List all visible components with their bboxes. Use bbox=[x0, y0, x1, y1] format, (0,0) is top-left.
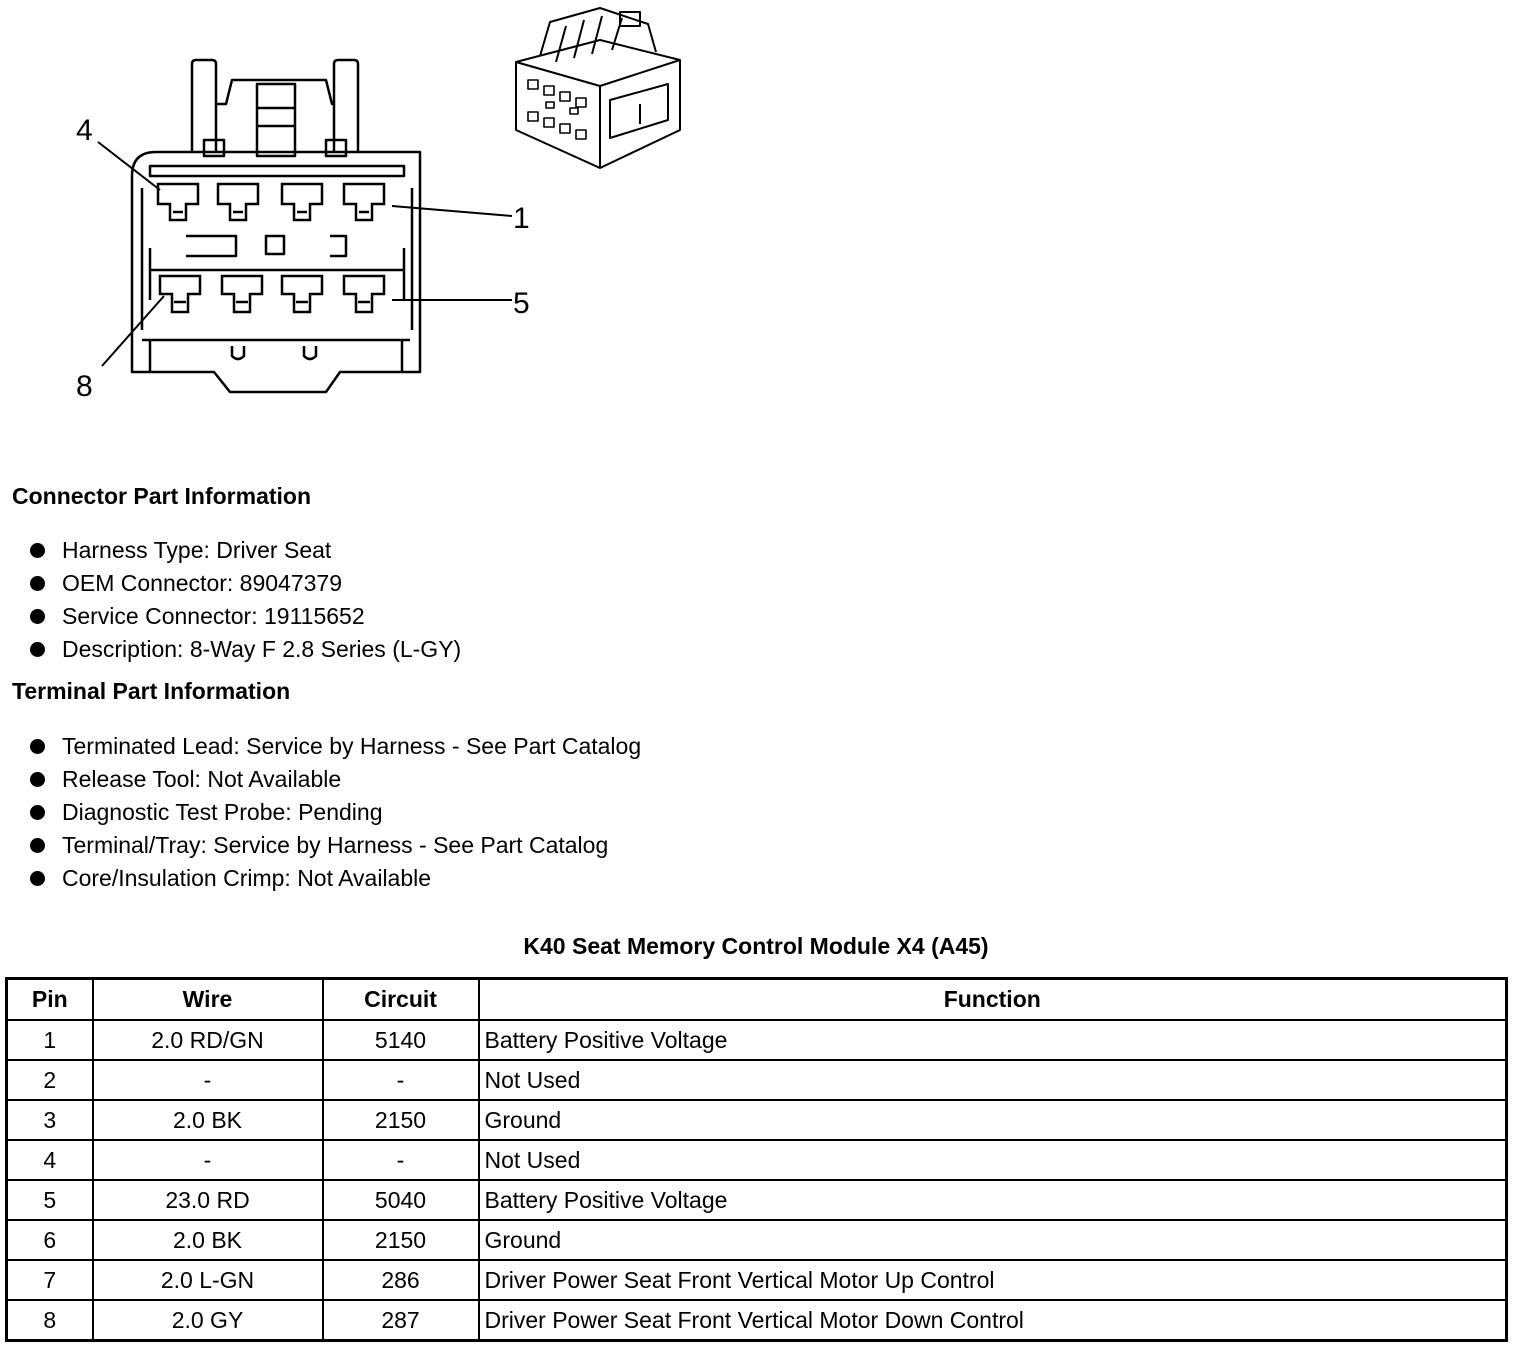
cell-pin: 5 bbox=[7, 1180, 93, 1220]
list-item bbox=[30, 796, 641, 829]
list-item bbox=[30, 600, 461, 633]
cell-pin: 4 bbox=[7, 1140, 93, 1180]
table-row bbox=[7, 1180, 1507, 1220]
header-circuit: Circuit bbox=[323, 979, 479, 1021]
table-row bbox=[7, 1020, 1507, 1060]
connector-info-title: Connector Part Information bbox=[12, 483, 312, 509]
list-item bbox=[30, 829, 641, 862]
terminal-info-list bbox=[30, 730, 641, 895]
list-item-text: Diagnostic Test Probe: Pending bbox=[62, 799, 383, 825]
list-item bbox=[30, 534, 461, 567]
pin-label-1: 1 bbox=[513, 202, 530, 235]
cell-wire: - bbox=[93, 1140, 323, 1180]
cell-pin: 8 bbox=[7, 1300, 93, 1341]
bullet-icon bbox=[30, 642, 45, 657]
table-row bbox=[7, 1100, 1507, 1140]
list-item bbox=[30, 730, 641, 763]
cell-function: Not Used bbox=[479, 1060, 1507, 1100]
connector-info-list bbox=[30, 534, 461, 666]
cell-pin: 1 bbox=[7, 1020, 93, 1060]
cell-circuit: 2150 bbox=[323, 1220, 479, 1260]
cell-pin: 2 bbox=[7, 1060, 93, 1100]
list-item-text: Harness Type: Driver Seat bbox=[62, 537, 332, 563]
cell-circuit: 2150 bbox=[323, 1100, 479, 1140]
cell-circuit: 5140 bbox=[323, 1020, 479, 1060]
table-row bbox=[7, 1060, 1507, 1100]
header-wire: Wire bbox=[93, 979, 323, 1021]
cell-circuit: 286 bbox=[323, 1260, 479, 1300]
bullet-icon bbox=[30, 543, 45, 558]
cell-function: Battery Positive Voltage bbox=[479, 1020, 1507, 1060]
list-item bbox=[30, 567, 461, 600]
cell-circuit: 287 bbox=[323, 1300, 479, 1341]
list-item-text: Description: 8-Way F 2.8 Series (L-GY) bbox=[62, 636, 462, 662]
pin-label-5: 5 bbox=[513, 287, 530, 320]
cell-wire: 2.0 RD/GN bbox=[93, 1020, 323, 1060]
bullet-icon bbox=[30, 772, 45, 787]
cell-function: Driver Power Seat Front Vertical Motor Up Control bbox=[479, 1260, 1507, 1300]
bullet-icon bbox=[30, 576, 45, 591]
cell-circuit: - bbox=[323, 1060, 479, 1100]
cell-wire: 2.0 BK bbox=[93, 1220, 323, 1260]
pin-label-8: 8 bbox=[76, 370, 93, 403]
bullet-icon bbox=[30, 871, 45, 886]
header-function: Function bbox=[479, 979, 1507, 1021]
cell-wire: 2.0 L-GN bbox=[93, 1260, 323, 1300]
cell-function: Battery Positive Voltage bbox=[479, 1180, 1507, 1220]
table-row bbox=[7, 1300, 1507, 1341]
table-row bbox=[7, 1260, 1507, 1300]
cell-wire: 2.0 GY bbox=[93, 1300, 323, 1341]
cell-function: Ground bbox=[479, 1100, 1507, 1140]
list-item-text: Terminated Lead: Service by Harness - See Part Catalog bbox=[62, 733, 642, 759]
pin-table-title: K40 Seat Memory Control Module X4 (A45) bbox=[523, 933, 989, 959]
cell-circuit: - bbox=[323, 1140, 479, 1180]
terminal-info-title: Terminal Part Information bbox=[12, 678, 291, 704]
cell-circuit: 5040 bbox=[323, 1180, 479, 1220]
bullet-icon bbox=[30, 609, 45, 624]
cell-function: Ground bbox=[479, 1220, 1507, 1260]
connector-diagram bbox=[0, 0, 720, 410]
cell-function: Not Used bbox=[479, 1140, 1507, 1180]
table-row bbox=[7, 1220, 1507, 1260]
bullet-icon bbox=[30, 805, 45, 820]
pin-label-4: 4 bbox=[76, 114, 93, 147]
table-header-row bbox=[7, 979, 1507, 1021]
cell-wire: - bbox=[93, 1060, 323, 1100]
list-item-text: Release Tool: Not Available bbox=[62, 766, 342, 792]
cell-pin: 3 bbox=[7, 1100, 93, 1140]
list-item bbox=[30, 763, 641, 796]
cell-pin: 6 bbox=[7, 1220, 93, 1260]
list-item-text: Terminal/Tray: Service by Harness - See Part Catalog bbox=[62, 832, 609, 858]
cell-wire: 2.0 BK bbox=[93, 1100, 323, 1140]
bullet-icon bbox=[30, 838, 45, 853]
pin-table bbox=[5, 977, 1508, 1342]
header-pin: Pin bbox=[7, 979, 93, 1021]
list-item bbox=[30, 633, 461, 666]
list-item-text: Service Connector: 19115652 bbox=[62, 603, 365, 629]
list-item bbox=[30, 862, 641, 895]
cell-pin: 7 bbox=[7, 1260, 93, 1300]
list-item-text: OEM Connector: 89047379 bbox=[62, 570, 343, 596]
bullet-icon bbox=[30, 739, 45, 754]
connector-iso-view bbox=[516, 8, 680, 168]
table-row bbox=[7, 1140, 1507, 1180]
cell-function: Driver Power Seat Front Vertical Motor Down Control bbox=[479, 1300, 1507, 1341]
list-item-text: Core/Insulation Crimp: Not Available bbox=[62, 865, 432, 891]
cell-wire: 23.0 RD bbox=[93, 1180, 323, 1220]
